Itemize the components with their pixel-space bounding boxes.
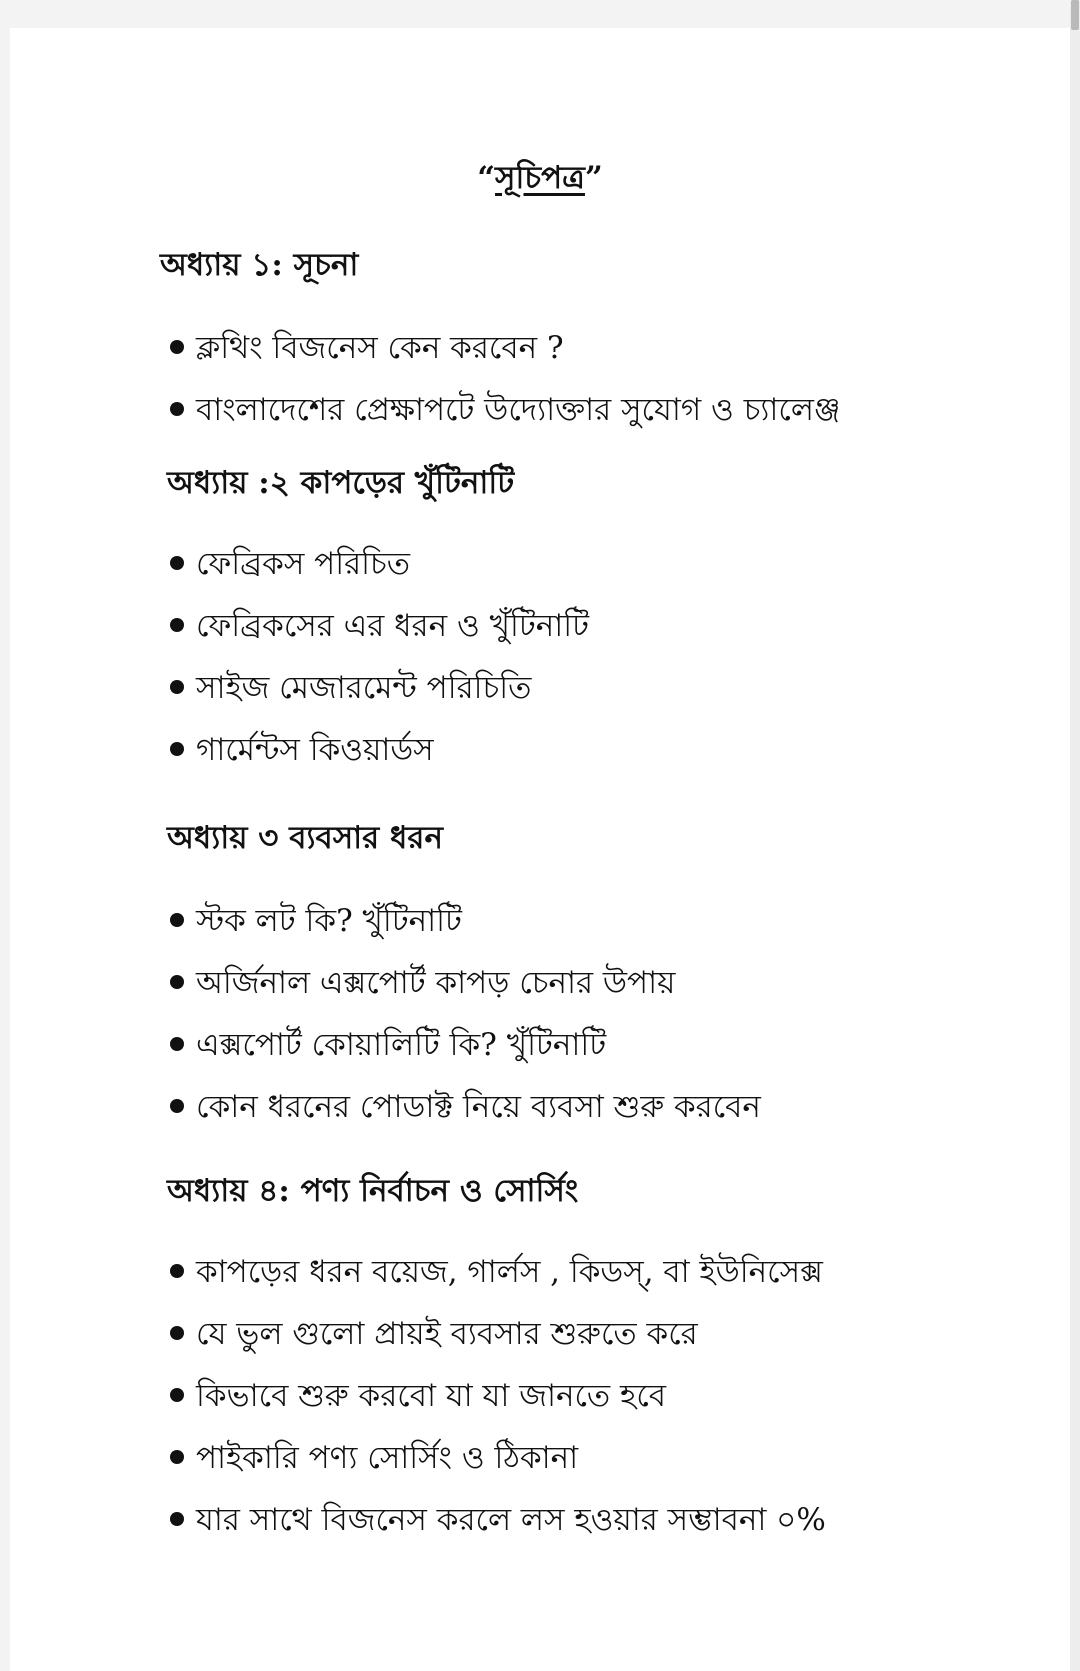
bullet-icon [170, 1264, 184, 1278]
chapter-heading-1: অধ্যায় ১: সূচনা [160, 247, 359, 283]
document-page [10, 28, 1070, 1671]
list-item-text: গার্মেন্টস কিওয়ার্ডস [196, 732, 434, 768]
list-item-text: স্টক লট কি? খুঁটিনাটি [196, 903, 462, 939]
list-item-text: যার সাথে বিজনেস করলে লস হওয়ার সম্ভাবনা ০% [196, 1502, 826, 1538]
chapter-heading-3: অধ্যায় ৩ ব্যবসার ধরন [167, 820, 443, 856]
bullet-icon [170, 680, 184, 694]
vertical-scrollbar[interactable] [1070, 0, 1080, 1671]
bullet-icon [170, 1450, 184, 1464]
page-title [10, 156, 1070, 200]
scrollbar-thumb[interactable] [1071, 0, 1079, 30]
bullet-icon [170, 1037, 184, 1051]
list-item-text: এক্সপোর্ট কোয়ালিটি কি? খুঁটিনাটি [196, 1027, 607, 1063]
list-item-text: বাংলাদেশের প্রেক্ষাপটে উদ্যোক্তার সুযোগ ও চ্যালেঞ্জ [196, 392, 841, 428]
list-item-text: কাপড়ের ধরন বয়েজ, গার্লস , কিডস্, বা ইউনিসেক্স [196, 1254, 823, 1290]
list-item-text: অর্জিনাল এক্সপোর্ট কাপড় চেনার উপায় [196, 965, 676, 1001]
list-item-text: সাইজ মেজারমেন্ট পরিচিতি [196, 670, 532, 706]
bullet-icon [170, 556, 184, 570]
list-item-text: ফেব্রিকসের এর ধরন ও খুঁটিনাটি [196, 608, 589, 644]
chapter-heading-2: অধ্যায় :২ কাপড়ের খুঁটিনাটি [167, 465, 515, 501]
bullet-icon [170, 1512, 184, 1526]
title-text: সূচিপত্র [495, 160, 585, 196]
bullet-icon [170, 340, 184, 354]
list-item-text: যে ভুল গুলো প্রায়ই ব্যবসার শুরুতে করে [196, 1316, 698, 1352]
list-item-text: ফেব্রিকস পরিচিত [196, 546, 410, 582]
chapter-heading-4: অধ্যায় ৪: পণ্য নির্বাচন ও সোর্সিং [167, 1173, 579, 1209]
bullet-icon [170, 1388, 184, 1402]
list-item-text: কোন ধরনের পোডাক্ট নিয়ে ব্যবসা শুরু করবেন [196, 1089, 761, 1125]
bullet-icon [170, 402, 184, 416]
title-open-quote: “ [477, 160, 496, 196]
list-item-text: কিভাবে শুরু করবো যা যা জানতে হবে [196, 1378, 667, 1414]
bullet-icon [170, 1099, 184, 1113]
bullet-icon [170, 742, 184, 756]
bullet-icon [170, 913, 184, 927]
list-item-text: ক্লথিং বিজনেস কেন করবেন ? [196, 330, 564, 366]
bullet-icon [170, 618, 184, 632]
title-close-quote: ” [584, 160, 603, 196]
list-item-text: পাইকারি পণ্য সোর্সিং ও ঠিকানা [196, 1440, 579, 1476]
bullet-icon [170, 975, 184, 989]
bullet-icon [170, 1326, 184, 1340]
